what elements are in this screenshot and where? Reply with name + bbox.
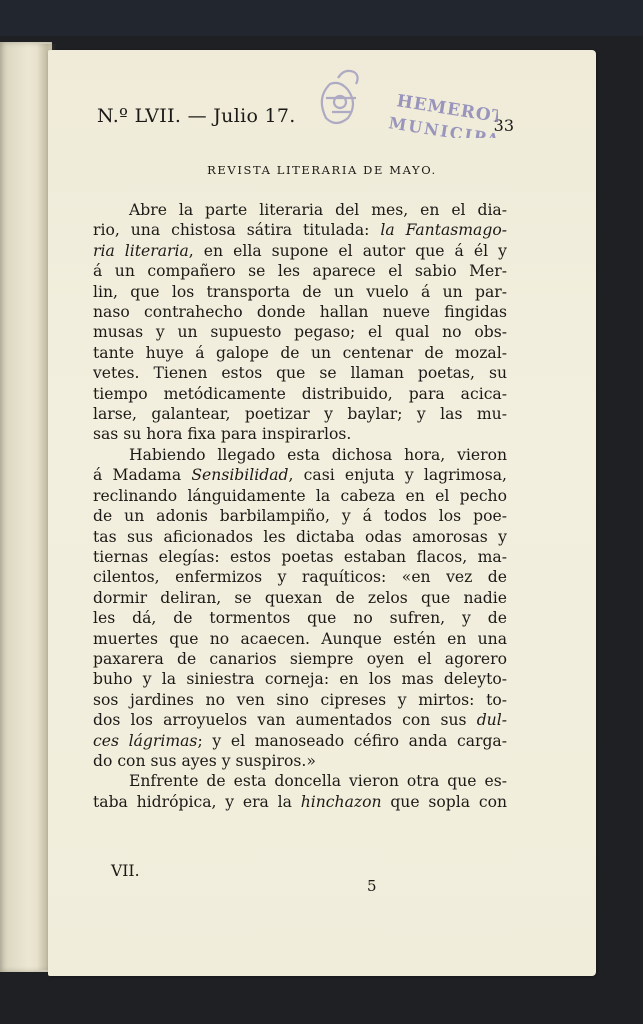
text-segment: les dá, de tormentos que no sufren, y de [93,609,507,628]
text-segment: buho y la siniestra corneja: en los mas deleyto- [93,670,507,689]
stamp-line-2: MUNICIPAL [387,113,498,138]
library-stamp-seal-icon [268,28,498,138]
text-line [93,404,507,424]
text-line [93,220,507,240]
text-line [93,629,507,649]
text-segment: tas sus aficionados les dictaba odas amorosas y [93,527,507,546]
text-line [93,690,507,710]
text-line [93,608,507,628]
text-segment: dos los arroyuelos van aumentados con sus [93,711,477,730]
text-segment: Abre la parte literaria del mes, en el dia- [129,201,507,219]
text-segment: , casi enjuta y lagrimosa, [288,466,508,485]
text-line [93,527,507,547]
text-segment: lin, que los transporta de un vuelo á un par- [93,282,507,301]
text-line [93,649,507,669]
text-line [93,669,507,689]
text-segment: ; y el manoseado céfiro anda carga- [197,731,507,750]
section-title: REVISTA LITERARIA DE MAYO. [207,163,437,177]
text-segment: tante huye á galope de un centenar de mozal- [93,343,507,362]
body-text [93,200,507,812]
text-segment: reclinando lánguidamente la cabeza en el pecho [93,486,507,505]
text-segment: sos jardines no ven sino cipreses y mirtos: to- [93,690,507,709]
text-segment: larse, galantear, poetizar y baylar; y las mu- [93,405,507,424]
text-segment: de un adonis barbilampiño, y á todos los poe- [93,507,507,526]
text-segment: musas y un supuesto pegaso; el qual no obs- [93,323,507,342]
text-line [93,792,507,812]
text-line [93,424,507,444]
text-line [93,445,507,465]
text-segment: sas su hora fixa para inspirarlos. [93,425,352,444]
text-line [93,731,507,751]
text-segment: muertes que no acaecen. Aunque estén en una [93,629,507,648]
text-segment: taba hidrópica, y era la [93,792,301,811]
text-segment: que sopla con [381,792,508,811]
running-header: N.º LVII. — Julio 17. [97,105,296,127]
book-page [48,50,596,976]
text-segment: Enfrente de esta doncella vieron otra que es- [129,772,507,791]
text-line [93,200,507,220]
page-number: 33 [493,116,514,135]
text-line [93,751,507,771]
text-line [93,241,507,261]
italic-text: hinchazon [300,792,382,811]
text-line [93,343,507,363]
library-stamp [268,28,498,138]
text-segment: cilentos, enfermizos y raquíticos: «en vez de [93,568,507,587]
text-segment: á Madama [93,466,192,485]
text-line [93,363,507,383]
text-segment: vetes. Tienen estos que se llaman poetas, su [93,364,507,383]
italic-text: la Fantasmago- [380,221,507,240]
text-segment: rio, una chistosa sátira titulada: [93,221,381,240]
text-segment: naso contrahecho donde hallan nueve fingidas [93,303,507,322]
printer-signature: VII. [111,862,140,880]
text-segment: á un compañero se les aparece el sabio Mer- [93,262,507,281]
text-line [93,710,507,730]
text-line [93,771,507,791]
text-line [93,322,507,342]
text-line [93,282,507,302]
text-line [93,506,507,526]
text-line [93,547,507,567]
text-segment: tiempo metódicamente distribuido, para acica- [93,384,507,403]
text-segment: do con sus ayes y suspiros.» [93,751,316,770]
text-line [93,567,507,587]
text-line [93,302,507,322]
text-line [93,465,507,485]
text-line [93,384,507,404]
italic-text: Sensibilidad [191,466,289,485]
text-segment: dormir deliran, se quexan de zelos que nadie [93,588,507,607]
italic-text: ria literaria [93,241,189,260]
text-segment: Habiendo llegado esta dichosa hora, vieron [129,445,507,464]
italic-text: ces lágrimas [93,731,198,750]
italic-text: dul- [476,711,507,730]
text-line [93,261,507,281]
text-segment: , en ella supone el autor que á él y [188,241,507,260]
folio-mark: 5 [367,877,377,895]
text-line [93,588,507,608]
text-segment: tiernas elegías: estos poetas estaban flacos, ma- [93,547,507,566]
stamp-line-1: HEMEROTECA [395,91,498,135]
text-segment: paxarera de canarios siempre oyen el agorero [93,649,507,668]
text-line [93,486,507,506]
